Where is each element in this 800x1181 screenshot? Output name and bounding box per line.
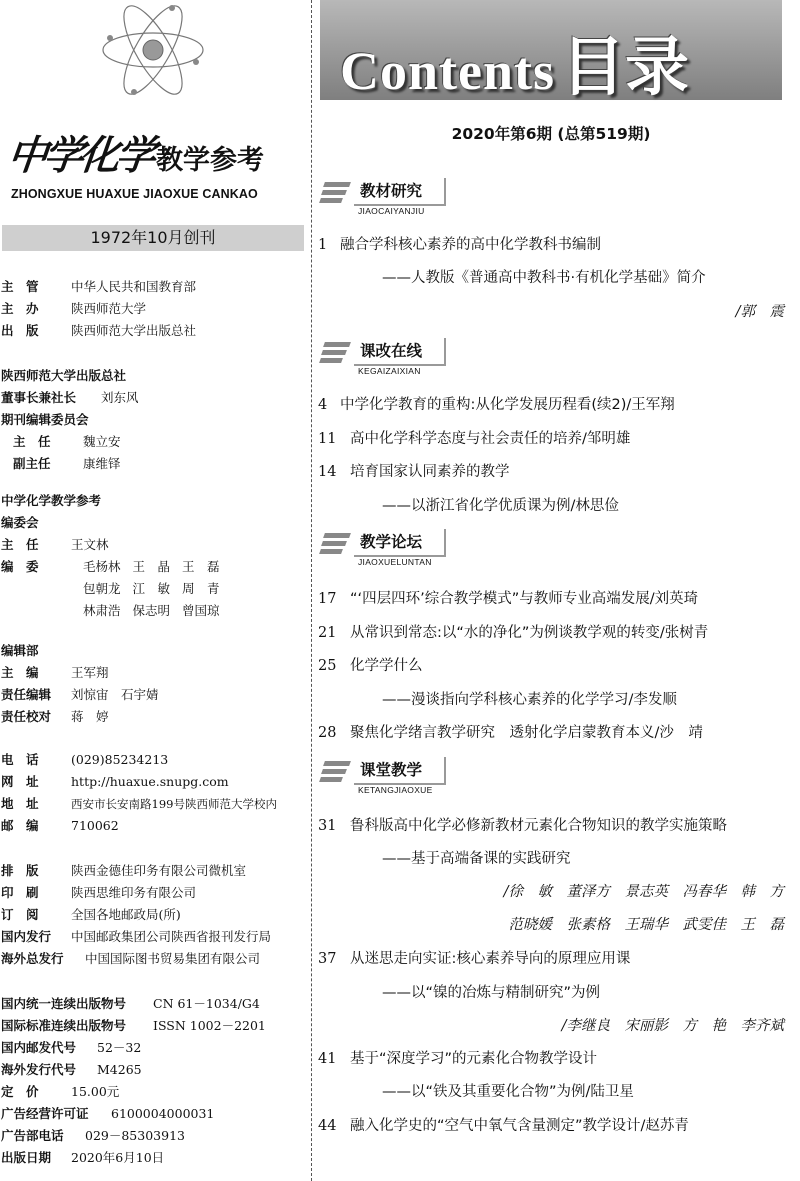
contents-title — [340, 16, 689, 108]
ad-license-label: 广告经营许可证 — [1, 1106, 89, 1121]
sponsor-value: 陕西师范大学出版总社 — [71, 323, 197, 338]
subscription-label: 订 阅 — [1, 907, 39, 922]
typesetting-label: 排 版 — [1, 863, 39, 878]
production-block — [1, 860, 271, 970]
editorial-dept-block — [1, 640, 159, 728]
ad-phone-label: 广告部电话 — [1, 1128, 64, 1143]
sponsor-label: 主 管 — [1, 279, 39, 294]
toc-entry[interactable] — [318, 587, 698, 608]
journal-logo — [5, 124, 304, 184]
phone-value: (029)85234213 — [71, 752, 169, 767]
responsible-editor-label: 责任编辑 — [1, 687, 52, 702]
toc-title: 高中化学科学态度与社会责任的培养/邹明雄 — [350, 431, 631, 447]
toc-page: 25 — [318, 658, 337, 674]
board-member: 王 晶 — [132, 559, 171, 574]
toc-entry[interactable] — [318, 721, 703, 742]
subscription-value: 全国各地邮政局(所) — [71, 907, 181, 922]
overseas-distribution-label: 海外总发行 — [1, 951, 64, 966]
toc-title: 从常识到常态:以“水的净化”为例谈教学观的转变/张树青 — [350, 625, 709, 641]
section-title: 课改在线 — [354, 338, 446, 366]
toc-entry[interactable] — [318, 654, 423, 675]
responsible-editor-value: 刘惊宙 石宇婧 — [71, 687, 159, 702]
toc-title: “‘四层四环’综合教学模式”与教师专业高端发展/刘英琦 — [350, 591, 699, 607]
proofreader-label: 责任校对 — [1, 709, 52, 724]
chief-editor-value: 王军翔 — [71, 665, 109, 680]
domestic-postal-code-label: 国内邮发代号 — [1, 1040, 77, 1055]
overseas-code-value: M4265 — [97, 1062, 142, 1077]
registration-block — [1, 993, 266, 1169]
toc-entry[interactable] — [318, 393, 675, 414]
issn-value: ISSN 1002－2201 — [153, 1018, 266, 1033]
toc-page: 4 — [318, 397, 328, 413]
toc-subtitle: ——基于高端备课的实践研究 — [382, 851, 571, 867]
contact-block — [1, 749, 277, 837]
toc-entry[interactable] — [318, 460, 510, 481]
section-pinyin: KEGAIZAIXIAN — [358, 366, 421, 376]
masthead-column — [0, 0, 306, 1181]
logo-calligraphy: 中学化学 — [5, 132, 155, 179]
board-member: 王 磊 — [182, 559, 220, 574]
editorial-board-block — [1, 490, 232, 622]
board-member: 毛杨林 — [83, 559, 121, 574]
postcode-label: 邮 编 — [1, 818, 39, 833]
publisher-block — [1, 365, 139, 475]
director-label: 主 任 — [13, 434, 51, 449]
vice-director-label: 副主任 — [13, 456, 51, 471]
vice-director-value: 康维铎 — [83, 456, 121, 471]
board-director-label: 主 任 — [1, 537, 39, 552]
toc-page: 37 — [318, 951, 337, 967]
domestic-distribution-value: 中国邮政集团公司陕西省报刊发行局 — [71, 929, 272, 944]
board-member: 林肃浩 — [83, 603, 121, 618]
toc-author: 范晓媛 张素格 王瑞华 武雯佳 王 磊 — [508, 917, 784, 933]
toc-subtitle: ——人教版《普通高中教科书·有机化学基础》简介 — [382, 270, 706, 286]
section-bars-icon — [320, 342, 348, 364]
section-bars-icon — [320, 533, 348, 555]
printing-label: 印 刷 — [1, 885, 39, 900]
toc-entry[interactable] — [318, 1047, 597, 1068]
chief-editor-label: 主 编 — [1, 665, 39, 680]
contents-title-cn: 目录 — [561, 31, 690, 105]
issn-label: 国际标准连续出版物号 — [1, 1018, 127, 1033]
logo-suffix: 教学参考 — [156, 145, 264, 176]
toc-page: 14 — [318, 464, 337, 480]
toc-author: /郭 震 — [735, 304, 784, 320]
atom-icon — [100, 0, 206, 106]
website-label: 网 址 — [1, 774, 39, 789]
toc-title: 鲁科版高中化学必修新教材元素化合物知识的教学实施策略 — [350, 818, 727, 834]
toc-entry[interactable] — [318, 947, 630, 968]
publish-date-value: 2020年6月10日 — [71, 1150, 165, 1165]
board-member: 曾国琼 — [182, 603, 220, 618]
board-member: 周 青 — [182, 581, 220, 596]
sponsors-block — [1, 276, 196, 342]
toc-author: /徐 敏 董泽方 景志英 冯春华 韩 方 — [503, 884, 784, 900]
founded-banner: 1972年10月创刊 — [2, 225, 304, 251]
sponsor-label: 出 版 — [1, 323, 39, 338]
board-member: 保志明 — [132, 603, 171, 618]
toc-entry[interactable] — [318, 427, 630, 448]
toc-subtitle: ——以“镍的冶炼与精制研究”为例 — [382, 985, 601, 1001]
section-title: 课堂教学 — [354, 757, 446, 785]
postcode-value: 710062 — [71, 818, 119, 833]
section-header — [320, 176, 450, 216]
toc-subtitle: ——以浙江省化学优质课为例/林思俭 — [382, 498, 619, 514]
publish-date-label: 出版日期 — [1, 1150, 52, 1165]
issue-number: 2020年第6期 (总第519期) — [451, 125, 651, 143]
toc-title: 化学学什么 — [350, 658, 423, 674]
toc-subtitle: ——以“铁及其重要化合物”为例/陆卫星 — [382, 1084, 634, 1100]
toc-page: 17 — [318, 591, 337, 607]
overseas-distribution-value: 中国国际图书贸易集团有限公司 — [85, 951, 261, 966]
logo-pinyin: ZHONGXUE HUAXUE JIAOXUE CANKAO — [11, 187, 258, 201]
toc-entry[interactable] — [318, 233, 601, 254]
section-pinyin: JIAOCAIYANJIU — [358, 206, 425, 216]
ad-license-value: 6100004000031 — [111, 1106, 215, 1121]
section-bars-icon — [320, 761, 348, 783]
section-title: 教学论坛 — [354, 529, 446, 557]
toc-title: 融入化学史的“空气中氧气含量测定”教学设计/赵苏青 — [350, 1118, 689, 1134]
proofreader-value: 蒋 婷 — [71, 709, 109, 724]
sponsor-value: 中华人民共和国教育部 — [71, 279, 197, 294]
toc-page: 1 — [318, 237, 328, 253]
ad-phone-value: 029－85303913 — [85, 1128, 185, 1143]
dept-title: 编辑部 — [1, 643, 39, 658]
toc-page: 21 — [318, 625, 337, 641]
address-value: 西安市长安南路199号陕西师范大学校内 — [71, 797, 277, 811]
section-header — [320, 336, 450, 376]
price-label: 定 价 — [1, 1084, 39, 1099]
toc-entry[interactable] — [318, 814, 727, 835]
toc-title: 中学化学教育的重构:从化学发展历程看(续2)/王军翔 — [340, 397, 675, 413]
board-member: 江 敏 — [132, 581, 171, 596]
cn-number-label: 国内统一连续出版物号 — [1, 996, 127, 1011]
toc-title: 从迷思走向实证:核心素养导向的原理应用课 — [350, 951, 631, 967]
journal-name: 中学化学教学参考 — [1, 493, 102, 508]
section-bars-icon — [320, 182, 348, 204]
section-header — [320, 755, 450, 795]
section-title: 教材研究 — [354, 178, 446, 206]
board-member: 包朝龙 — [83, 581, 121, 596]
toc-title: 培育国家认同素养的教学 — [350, 464, 510, 480]
phone-label: 电 话 — [1, 752, 39, 767]
toc-author: /李继良 宋丽影 方 艳 李齐斌 — [561, 1018, 784, 1034]
board-title: 编委会 — [1, 515, 39, 530]
typesetting-value: 陕西金德佳印务有限公司微机室 — [71, 863, 247, 878]
section-pinyin: KETANGJIAOXUE — [358, 785, 433, 795]
toc-entry[interactable] — [318, 621, 708, 642]
toc-page: 44 — [318, 1118, 337, 1134]
toc-page: 11 — [318, 431, 337, 447]
director-value: 魏立安 — [83, 434, 121, 449]
section-header — [320, 527, 450, 567]
domestic-postal-code-value: 52－32 — [97, 1040, 142, 1055]
price-value: 15.00元 — [71, 1084, 120, 1099]
toc-page: 41 — [318, 1051, 337, 1067]
publisher-name: 陕西师范大学出版总社 — [1, 368, 127, 383]
toc-entry[interactable] — [318, 1114, 689, 1135]
section-pinyin: JIAOXUELUNTAN — [358, 557, 432, 567]
committee-name: 期刊编辑委员会 — [1, 412, 89, 427]
column-divider — [311, 0, 312, 1181]
toc-page: 31 — [318, 818, 337, 834]
toc-page: 28 — [318, 725, 337, 741]
printing-value: 陕西思维印务有限公司 — [71, 885, 197, 900]
cn-number-value: CN 61－1034/G4 — [153, 996, 260, 1011]
toc-title: 融合学科核心素养的高中化学教科书编制 — [340, 237, 601, 253]
domestic-distribution-label: 国内发行 — [1, 929, 52, 944]
contents-title-en: Contents — [340, 41, 556, 101]
chair-label: 董事长兼社长 — [1, 390, 77, 405]
board-members-label: 编 委 — [1, 559, 39, 574]
overseas-code-label: 海外发行代号 — [1, 1062, 77, 1077]
chair-value: 刘东风 — [101, 390, 139, 405]
website-value: http://huaxue.snupg.com — [71, 774, 229, 789]
sponsor-value: 陕西师范大学 — [71, 301, 147, 316]
toc-title: 基于“深度学习”的元素化合物教学设计 — [350, 1051, 598, 1067]
board-director-value: 王文林 — [71, 537, 109, 552]
address-label: 地 址 — [1, 796, 39, 811]
toc-title: 聚焦化学绪言教学研究 透射化学启蒙教育本义/沙 靖 — [350, 725, 703, 741]
sponsor-label: 主 办 — [1, 301, 39, 316]
toc-subtitle: ——漫谈指向学科核心素养的化学学习/李发顺 — [382, 692, 677, 708]
